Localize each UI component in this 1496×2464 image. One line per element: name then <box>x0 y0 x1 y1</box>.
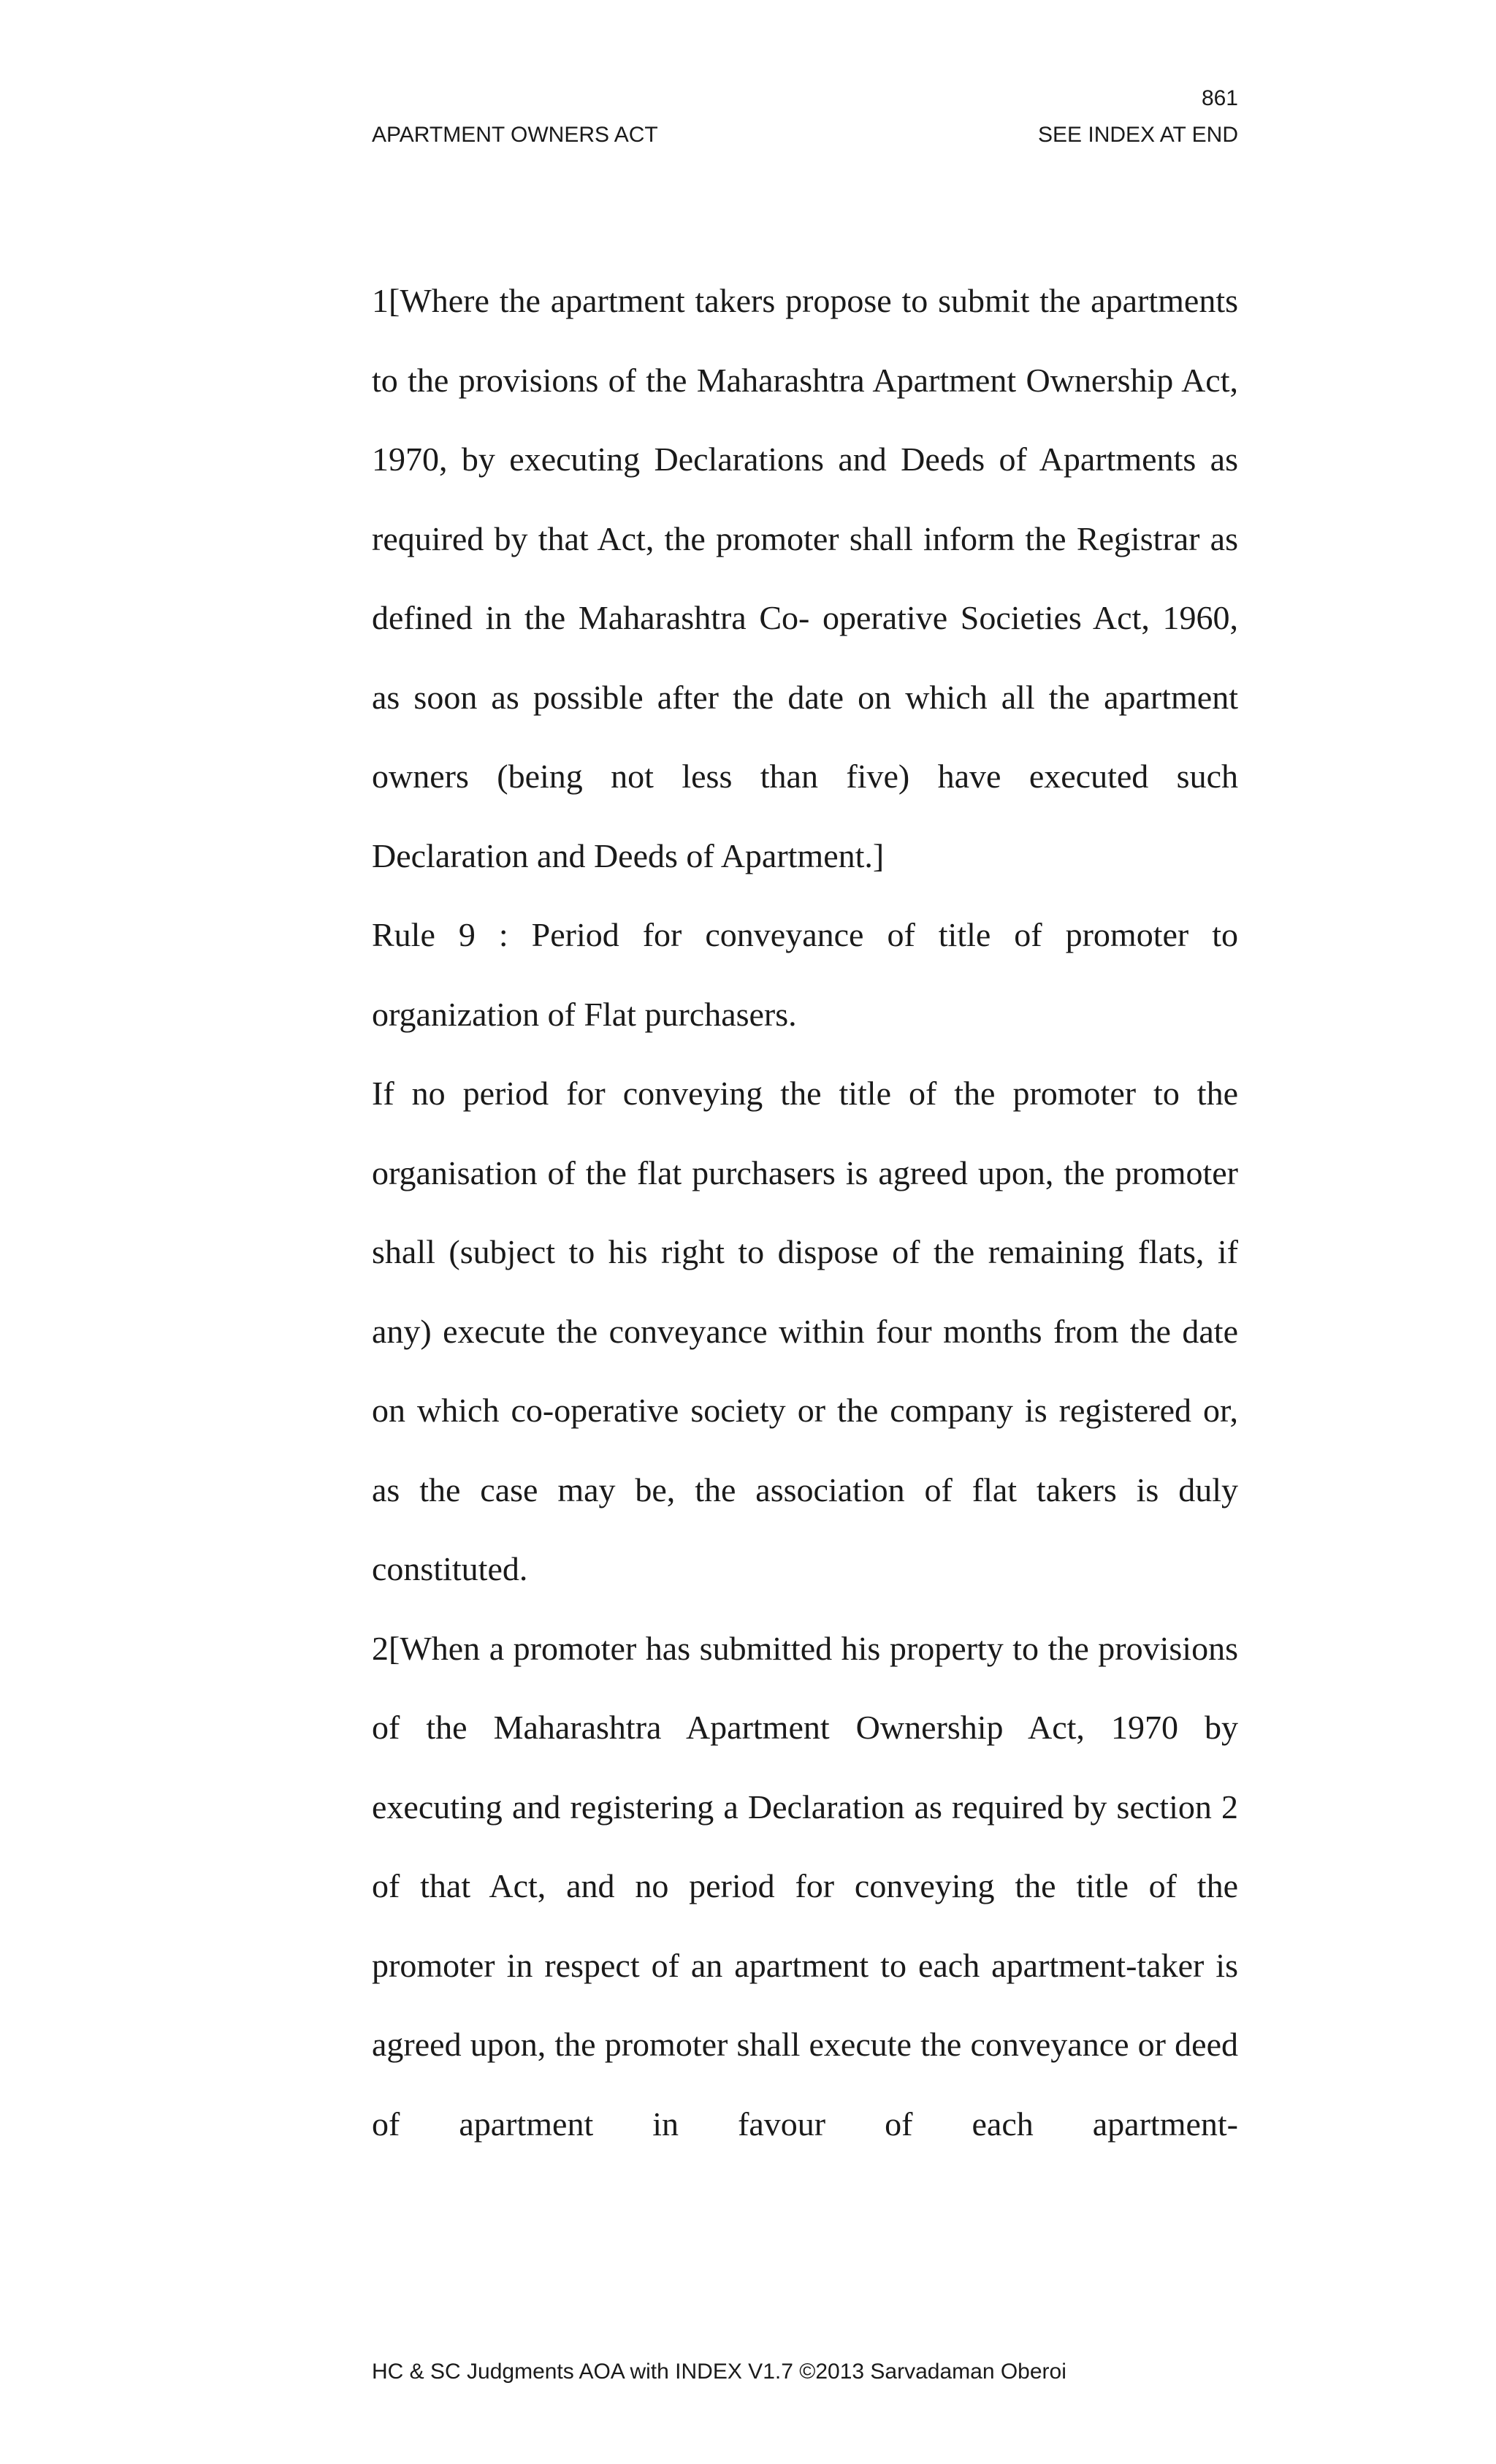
paragraph-rule-9-heading: Rule 9 : Period for conveyance of title of promoter to organization of Flat purchasers. <box>372 916 1238 1033</box>
page-number: 861 <box>1201 86 1238 110</box>
header-act-title: APARTMENT OWNERS ACT <box>372 123 658 147</box>
paragraph-rule-9-body: If no period for conveying the title of the promoter to the organisation of the flat purchasers is agreed upon, the promoter shall (subject to his right to dispose of the remaining flats, if any) execute the conveyance within four months from the date on which co-operative society or the company is registered or, as the case may be, the association of flat takers is duly constituted. <box>372 1075 1238 1587</box>
page-footer: HC & SC Judgments AOA with INDEX V1.7 ©2013 Sarvadaman Oberoi <box>372 2360 1066 2384</box>
header-index-note: SEE INDEX AT END <box>1038 123 1238 147</box>
paragraph-rule-8-proviso: 1[Where the apartment takers propose to submit the apartments to the provisions of the Maharashtra Apartment Ownership Act, 1970, by executing Declarations and Deeds of Apartments as required by that Act, the promoter shall inform the Registrar as defined in the Maharashtra Co- operative Societies Act, 1960, as soon as possible after the date on which all the apartment owners (being not less than five) have executed such Declaration and Deeds of Apartment.] <box>372 282 1238 874</box>
paragraph-rule-9-amendment: 2[When a promoter has submitted his property to the provisions of the Maharashtra Apartment Ownership Act, 1970 by executing and registering a Declaration as required by section 2 of that Act, and no period for conveying the title of the promoter in respect of an apartment to each apartment-taker is agreed upon, the promoter shall execute the conveyance or deed of apartment in favour of each apartment- <box>372 1629 1238 2143</box>
document-body <box>372 262 1238 2164</box>
running-header <box>372 124 1238 146</box>
